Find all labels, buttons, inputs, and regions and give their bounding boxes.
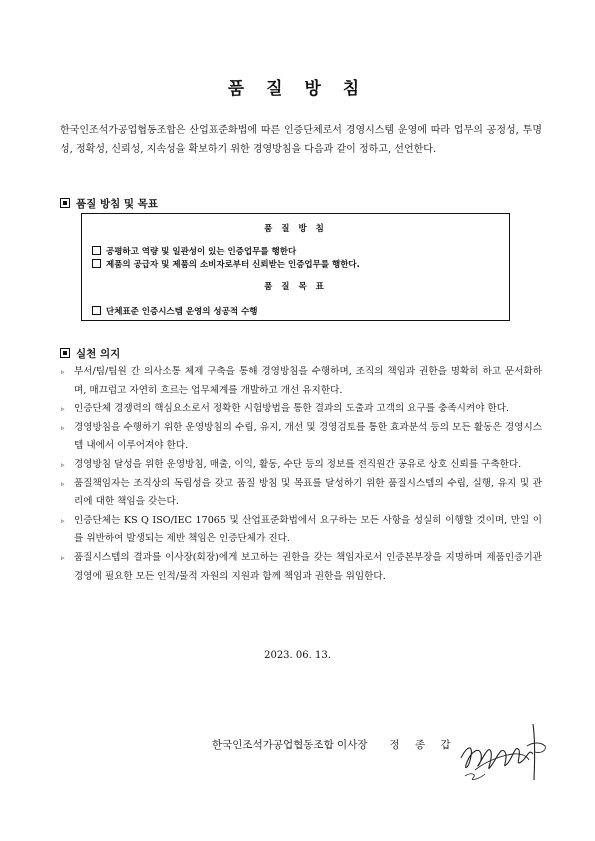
triangle-bullet-icon: ▹ bbox=[61, 479, 65, 488]
list-item: ▹ 경영방침 달성을 위한 운영방침, 매출, 이익, 활동, 수단 등의 정보를 전직원간 공유로 상호 신뢰를 구축한다. bbox=[60, 456, 542, 475]
section-heading-practice bbox=[60, 346, 120, 361]
section-heading-label: 품질 방침 및 목표 bbox=[76, 198, 158, 210]
checkbox-icon bbox=[92, 246, 101, 255]
section-heading-quality-policy bbox=[60, 196, 158, 211]
list-item: ▹ 인증단체 경쟁력의 핵심요소로서 정확한 시험방법을 통한 결과의 도출과 고객의 요구를 충족시켜야 한다. bbox=[60, 400, 542, 419]
signer-name: 정 종 갑 bbox=[389, 739, 457, 751]
triangle-bullet-icon: ▹ bbox=[61, 516, 65, 525]
policy-heading: 품 질 방 침 bbox=[264, 224, 327, 234]
signer-title: 한국인조석가공업협동조합 이사장 bbox=[212, 739, 368, 751]
triangle-bullet-icon: ▹ bbox=[61, 405, 65, 414]
section-heading-label: 실천 의지 bbox=[76, 348, 121, 360]
list-item: ▹ 품질시스템의 결과를 이사장(회장)에게 보고하는 권한을 갖는 책임자로서 인증본부장을 지명하며 제품인증기관 경영에 필요한 모든 인적/물적 자원의 지원과 함께 책임과 권한을 위임한다. bbox=[60, 549, 542, 586]
square-bullet-icon bbox=[60, 348, 70, 358]
triangle-bullet-icon: ▹ bbox=[61, 553, 65, 562]
triangle-bullet-icon: ▹ bbox=[61, 423, 65, 432]
square-bullet-icon bbox=[60, 198, 70, 208]
checkbox-icon bbox=[92, 306, 101, 315]
list-item: ▹ 부서/팀/팀원 간 의사소통 체제 구축을 통해 경영방침을 수행하며, 조직의 책임과 권한을 명확히 하고 문서화하며, 매끄럽고 자연히 흐르는 업무체계를 개발하고 개선 유지한다. bbox=[60, 363, 542, 400]
document-title: 품 질 방 침 bbox=[227, 79, 368, 99]
triangle-bullet-icon: ▹ bbox=[61, 368, 65, 376]
checkbox-icon bbox=[92, 259, 101, 268]
intro-paragraph: 한국인조석가공업협동조합은 산업표준화법에 따른 인증단체로서 경영시스템 운영에 따라 업무의 공정성, 투명성, 정확성, 신뢰성, 지속성을 확보하기 위한 경영방침을 다음과 같이 정하고, 선언한다. bbox=[60, 125, 542, 155]
list-item: ▹ 인증단체는 KS Q ISO/IEC 17065 및 산업표준화법에서 요구하는 모든 사항을 성실히 이행할 것이며, 만일 이를 위반하여 발생되는 제반 책임은 인증단체가 진다. bbox=[60, 512, 542, 549]
goal-heading: 품 질 목 표 bbox=[264, 282, 327, 292]
goal-item: 단체표준 인증시스템 운영의 성공적 수행 bbox=[92, 305, 257, 317]
triangle-bullet-icon: ▹ bbox=[61, 460, 65, 469]
practice-list bbox=[60, 363, 542, 586]
issue-date: 2023. 06. 13. bbox=[264, 650, 331, 661]
list-item: ▹ 품질책임자는 조직상의 독립성을 갖고 품질 방침 및 목표를 달성하기 위한 품질시스템의 수립, 실행, 유지 및 관리에 대한 책임을 갖는다. bbox=[60, 475, 542, 512]
handwritten-signature bbox=[455, 716, 555, 786]
policy-item: 공평하고 역량 및 일관성이 있는 인증업무를 행한다 bbox=[92, 245, 296, 257]
policy-item: 제품의 공급자 및 제품의 소비자로부터 신뢰받는 인증업무를 행한다. bbox=[92, 258, 360, 270]
quality-policy-box bbox=[81, 213, 510, 321]
signer-line bbox=[212, 737, 457, 752]
list-item: ▹ 경영방침을 수행하기 위한 운영방침의 수립, 유지, 개선 및 경영검토를 통한 효과분석 등의 모든 활동은 경영시스템 내에서 이루어져야 한다. bbox=[60, 419, 542, 456]
